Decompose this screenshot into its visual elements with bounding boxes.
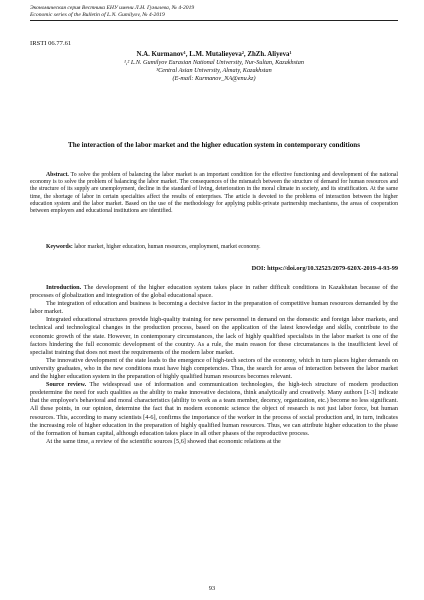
paragraph: The integration of education and business is becoming a decisive factor in the preparation of competitive human resources demanded by the labor market.: [30, 300, 398, 316]
body-text: [30, 284, 398, 446]
abstract: [30, 172, 398, 215]
affiliation-1: ¹,² L.N. Gumilyov Eurasian National University, Nur-Sultan, Kazakhstan: [124, 58, 304, 66]
paper-title: The interaction of the labor market and the higher education system in contemporary conditions: [68, 141, 360, 149]
source-review-text: The widespread use of information and communication technologies, the high-tech structure of modern production predetermine the need for such qualities as the ability to make innovative decisions, think analytically and creatively. Many authors [1-3] indicate that the employee's behavioral and moral characteristics (ability to work as a team member, decency, organization, etc.) become no less significant. All these points, in our opinion, determine the fact that in modern economic science the object of research is not just labor force, but human resources. This, according to many scientists [4-6], confirms the importance of the worker in the process of social production and, in turn, indicates the increasing role of higher education in the preparation of highly qualified human resources. Thus, we can attribute higher education to the phase of the formation of human capital, although education takes place in all other phases of the reproductive process.: [30, 381, 399, 437]
running-head-english: Economic series of the Bulletin of L.N. Gumilyov, № 4-2019: [30, 12, 165, 19]
paragraph-introduction: [30, 284, 398, 300]
abstract-label: Abstract.: [46, 172, 69, 178]
affiliation-2: ³Central Asian University, Almaty, Kazakhstan: [156, 66, 272, 74]
author-list: N.A. Kurmanov¹, L.M. Mutalieyeva², ZhZh. Aliyeva¹: [136, 51, 292, 58]
running-head: [30, 5, 398, 21]
irsti-code: IRSTI 06.77.61: [30, 40, 72, 47]
source-review-label: Source review.: [46, 381, 87, 389]
author-email: (E-mail: Kurmanov_NA@enu.kz): [172, 74, 256, 82]
paragraph: At the same time, a review of the scientific sources [5,6] showed that economic relations at the: [46, 437, 281, 445]
header-rule: [30, 20, 398, 21]
introduction-text: The development of the higher education system takes place in rather difficult conditions in Kazakhstan because of the processes of globalization and integration of the global educational space.: [30, 284, 398, 300]
abstract-text: To solve the problem of balancing the labor market is an important condition for the effective functioning and development of the national economy is to solve the problem of balancing the labor market. The consequences of the mismatch between the structure of demand for human resources and the structure of its supply are unemployment, decline in the standard of living, deterioration in the moral climate in society, and its stratification. At the same time, the shortage of labor in certain specialties affect the results of enterprises. The article is devoted to the problems of interaction between the higher education system and the labor market. Based on the use of the methodology for applying public-private partnership mechanisms, the areas of cooperation between employers and educational institutions are identified.: [30, 172, 398, 215]
keywords-label: Keywords:: [46, 244, 73, 250]
paragraph-source-review: [30, 381, 398, 438]
keywords-text: labor market, higher education, human resources, employment, market economy.: [74, 244, 261, 250]
authors-block: [30, 51, 398, 83]
doi-link[interactable]: DOI: https://doi.org/10.32523/2079-620X-2019-4-93-99: [251, 265, 398, 272]
introduction-label: Introduction.: [46, 284, 82, 291]
running-head-russian: Экономическая серия Вестника ЕНУ имени Л.Н. Гумилева, № 4-2019: [30, 5, 195, 11]
paragraph: Integrated educational structures provide high-quality training for new personnel in demand on the domestic and foreign labor markets, and technical and technological changes in the production process, based on the application of the latest knowledge and skills, contribute to the economic growth of the state. However, in contemporary circumstances, the lack of highly qualified specialists in the labor market is one of the factors hindering the full economic development of the country. As a rule, the main reason for these circumstances is the insufficient level of specialist training that does not meet the requirements of the modern labor market.: [30, 316, 398, 356]
paragraph: The innovative development of the state leads to the emergence of high-tech sectors of the economy, which in turn places higher demands on university graduates, who in the new conditions must have high competencies. Thus, the search for areas of interaction between the labor market and the higher education system in the preparation of highly qualified human resources becomes relevant.: [30, 356, 398, 381]
page-number: 93: [208, 585, 216, 592]
keywords: [30, 244, 398, 251]
